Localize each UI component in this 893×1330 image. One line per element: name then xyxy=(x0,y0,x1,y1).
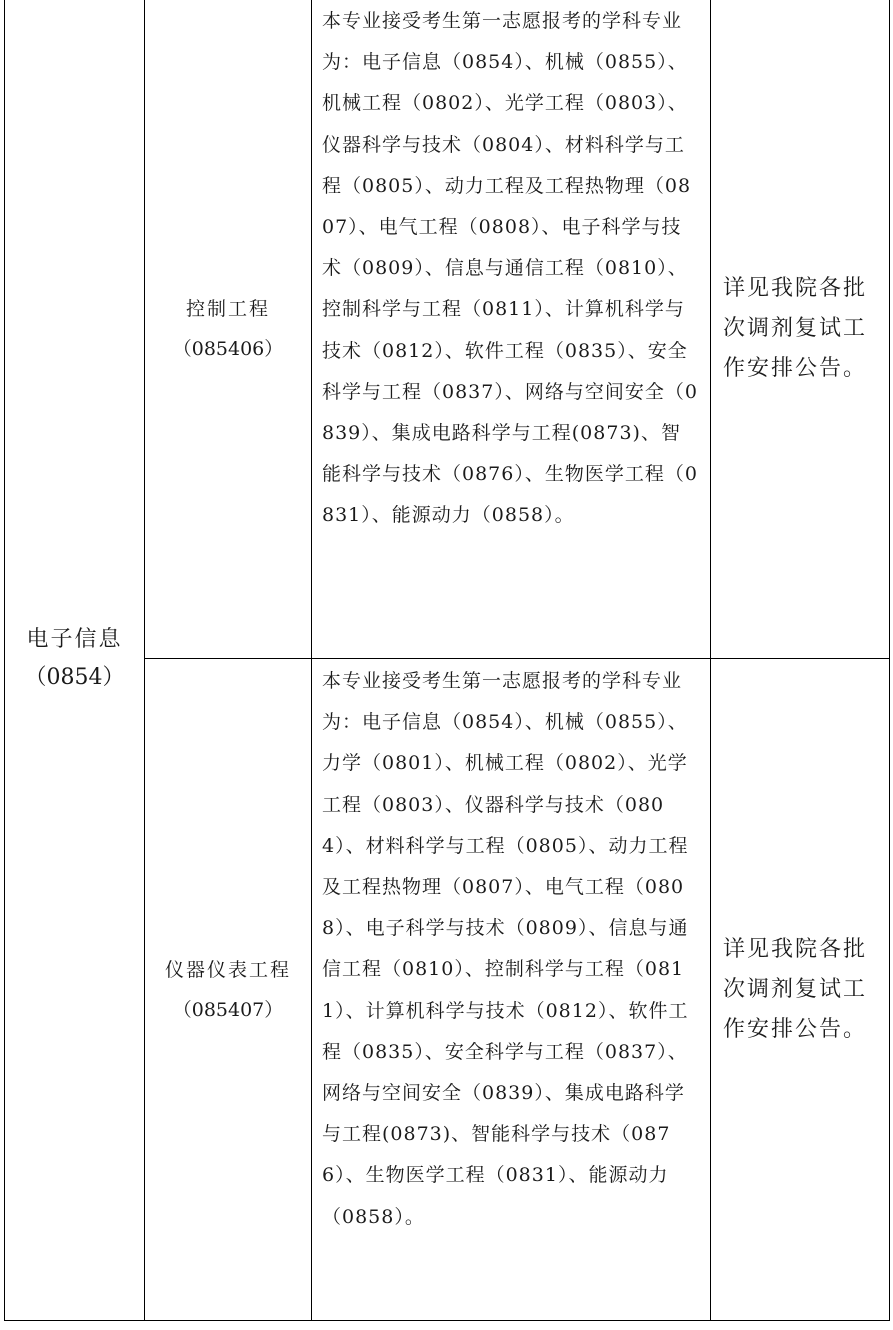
note-text: 详见我院各批次调剂复试工作安排公告。 xyxy=(723,936,868,1042)
sub-major-name: 仪器仪表工程 xyxy=(164,958,291,981)
sub-major-name: 控制工程 xyxy=(185,297,270,320)
major-code: （0854） xyxy=(24,665,125,690)
requirement-text: 本专业接受考生第一志愿报考的学科专业为：电子信息（0854）、机械（0855）、力学（0801）、机械工程（0802）、光学工程（0803）、仪器科学与技术（0804）、材料科学与工程（0805）、动力工程及工程热物理（0807）、电气工程（0808）、电子科学与技术（0809）、信息与通信工程（0810）、控制科学与工程（0811）、计算机科学与技术（0812）、软件工程（0835）、安全科学与工程（0837）、网络与空间安全（0839）、集成电路科学与工程(0873)、智能科学与技术（0876）、生物医学工程（0831）、能源动力（0858）。 xyxy=(322,670,689,1228)
sub-major-cell xyxy=(145,659,312,1321)
major-cell xyxy=(5,0,145,1321)
requirement-cell xyxy=(312,0,711,659)
requirement-text: 本专业接受考生第一志愿报考的学科专业为：电子信息（0854）、机械（0855）、机械工程（0802）、光学工程（0803）、仪器科学与技术（0804）、材料科学与工程（0805）、动力工程及工程热物理（0807）、电气工程（0808）、电子科学与技术（0809）、信息与通信工程（0810）、控制科学与工程（0811）、计算机科学与技术（0812）、软件工程（0835）、安全科学与工程（0837）、网络与空间安全（0839）、集成电路科学与工程(0873)、智能科学与技术（0876）、生物医学工程（0831）、能源动力（0858）。 xyxy=(322,10,698,527)
note-cell xyxy=(711,659,890,1321)
major-name: 电子信息 xyxy=(26,627,123,652)
requirement-cell xyxy=(312,659,711,1321)
admission-table xyxy=(4,0,890,1321)
note-cell xyxy=(711,0,890,659)
sub-major-cell xyxy=(145,0,312,659)
note-text: 详见我院各批次调剂复试工作安排公告。 xyxy=(723,275,868,381)
sub-major-code: （085406） xyxy=(172,337,284,360)
table-row xyxy=(5,0,890,659)
sub-major-code: （085407） xyxy=(172,998,284,1021)
